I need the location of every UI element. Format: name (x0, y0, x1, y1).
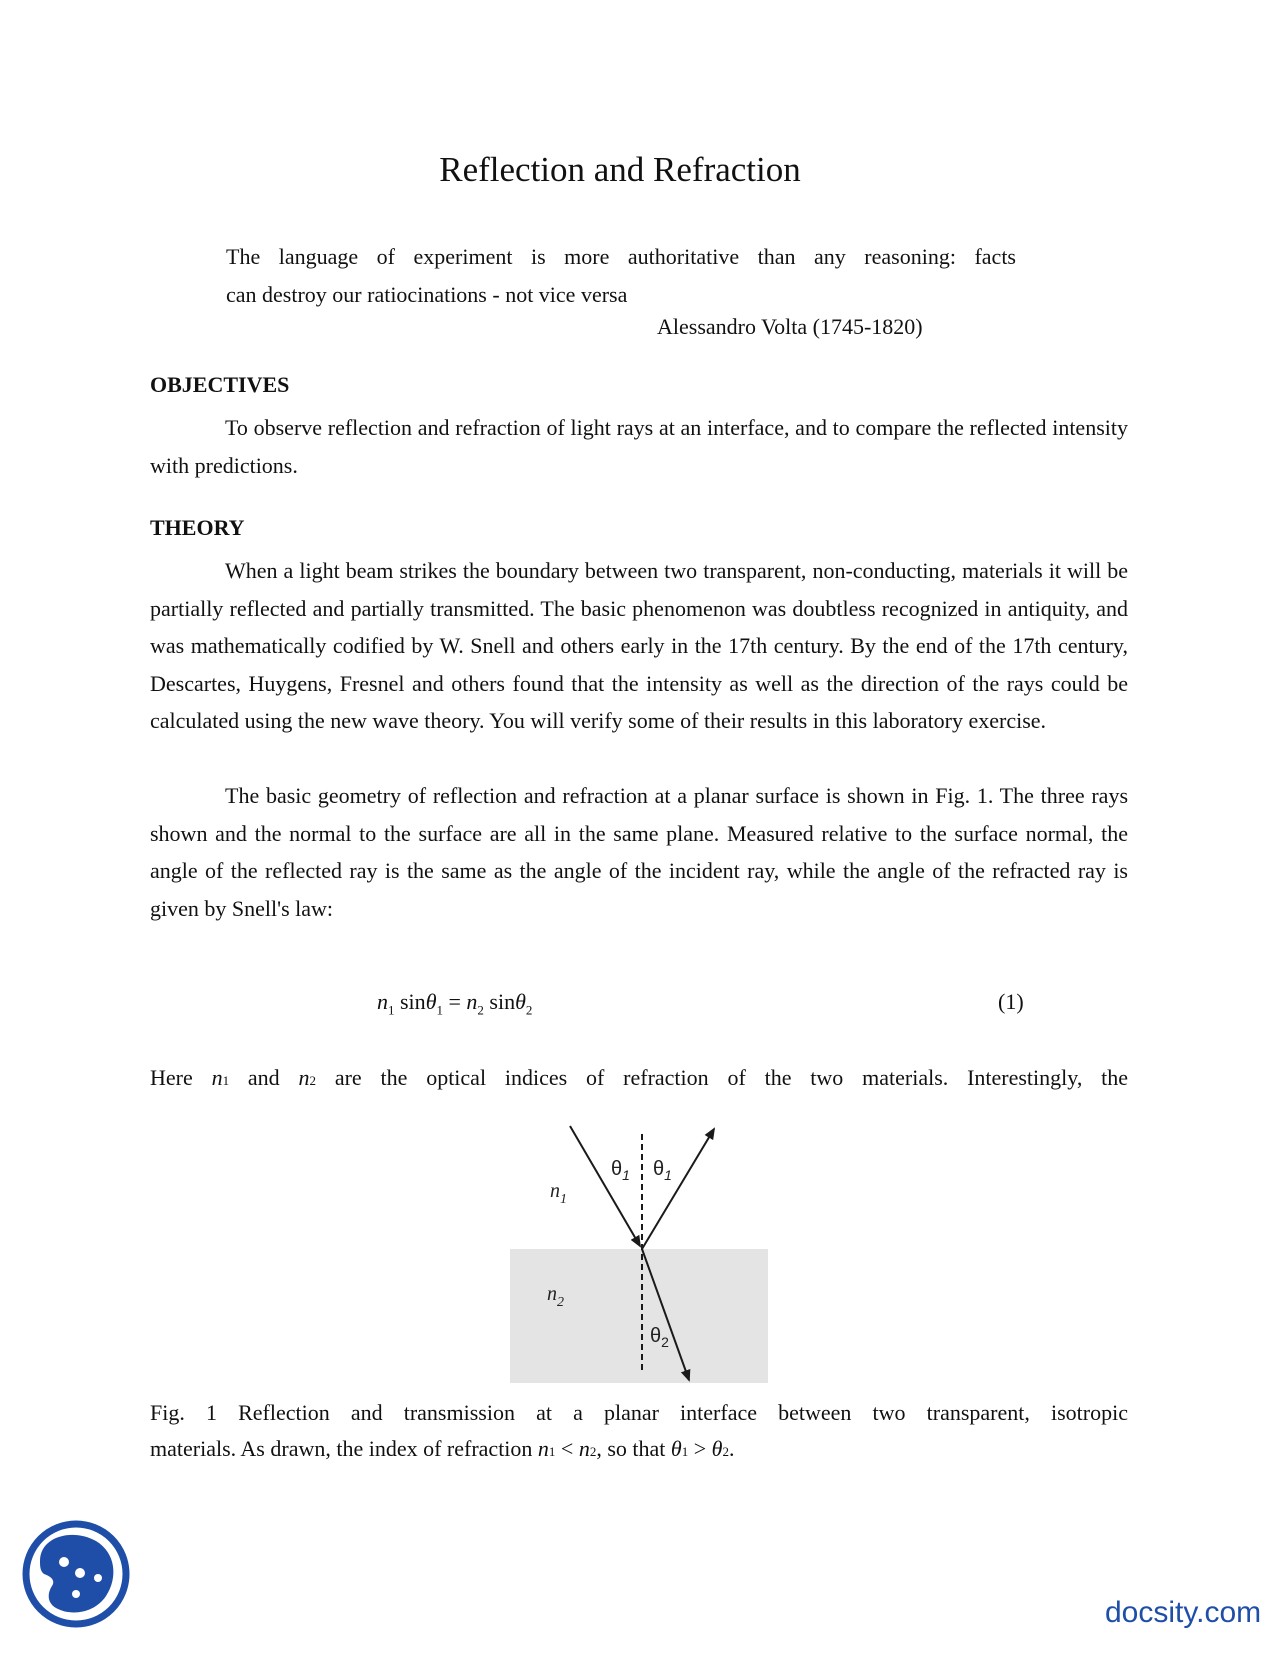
label-theta1-right: $\theta_1$ (653, 1158, 672, 1183)
quote-attribution: Alessandro Volta (1745-1820) (657, 314, 923, 339)
snell-equation: $n_1$ $\sin\theta_1 = n_2$ sinθ$_2$ (377, 989, 533, 1018)
indices-sentence: Here n1 and n2 are the optical indices of refraction of the two materials. Interestingly, the (150, 1065, 1129, 1090)
docsity-logo-icon[interactable] (18, 1516, 138, 1636)
theory-paragraph-2: The basic geometry of reflection and refraction at a planar surface is shown in Fig. 1. The three rays shown and the normal to the surface are all in the same plane. Measured relative to the surface normal, the angle of the reflected ray is the same as the angle of the incident ray, while the angle of the refracted ray is given by Snell's law: (150, 783, 1128, 921)
label-theta2: $\theta_2$ (650, 1325, 669, 1350)
quote-line-1: The language of experiment is more authoritative than any reasoning: facts (226, 244, 1016, 269)
caption-line-1: Fig. 1 Reflection and transmission at a planar interface between two transparent, isotropic (150, 1400, 1128, 1425)
docsity-brand-link[interactable]: docsity.com (1105, 1596, 1262, 1629)
figure-1-diagram (500, 1120, 790, 1400)
theory-paragraph-1: When a light beam strikes the boundary between two transparent, non-conducting, materials it will be partially reflected and partially transmitted. The basic phenomenon was doubtless recognized in antiquity, and was mathematically codified by W. Snell and others early in the 17th century. By the end of the 17th century, Descartes, Huygens, Fresnel and others found that the intensity as well as the direction of the rays could be calculated using the new wave theory. You will verify some of their results in this laboratory exercise. (150, 558, 1128, 733)
document-title: Reflection and Refraction (439, 150, 801, 189)
reflected-ray (642, 1129, 714, 1249)
incident-ray (570, 1126, 640, 1246)
objectives-heading: OBJECTIVES (150, 372, 290, 397)
figure-1-caption (150, 1395, 1128, 1470)
objectives-paragraph: To observe reflection and refraction of light rays at an interface, and to compare the reflected intensity with predictions. (150, 415, 1128, 478)
quote-line-2: can destroy our ratiocinations - not vice versa (226, 282, 628, 307)
equation-number: (1) (998, 989, 1024, 1014)
caption-line-2: materials. As drawn, the index of refraction n1 < n2, so that θ1 > θ2. (150, 1436, 735, 1461)
theory-heading: THEORY (150, 515, 245, 540)
medium-2-region (510, 1249, 768, 1383)
label-theta1-left: $\theta_1$ (611, 1158, 630, 1183)
label-n1: $n_1$ (550, 1180, 567, 1207)
label-n2: $n_2$ (547, 1283, 564, 1310)
epigraph-quote (226, 238, 1016, 314)
